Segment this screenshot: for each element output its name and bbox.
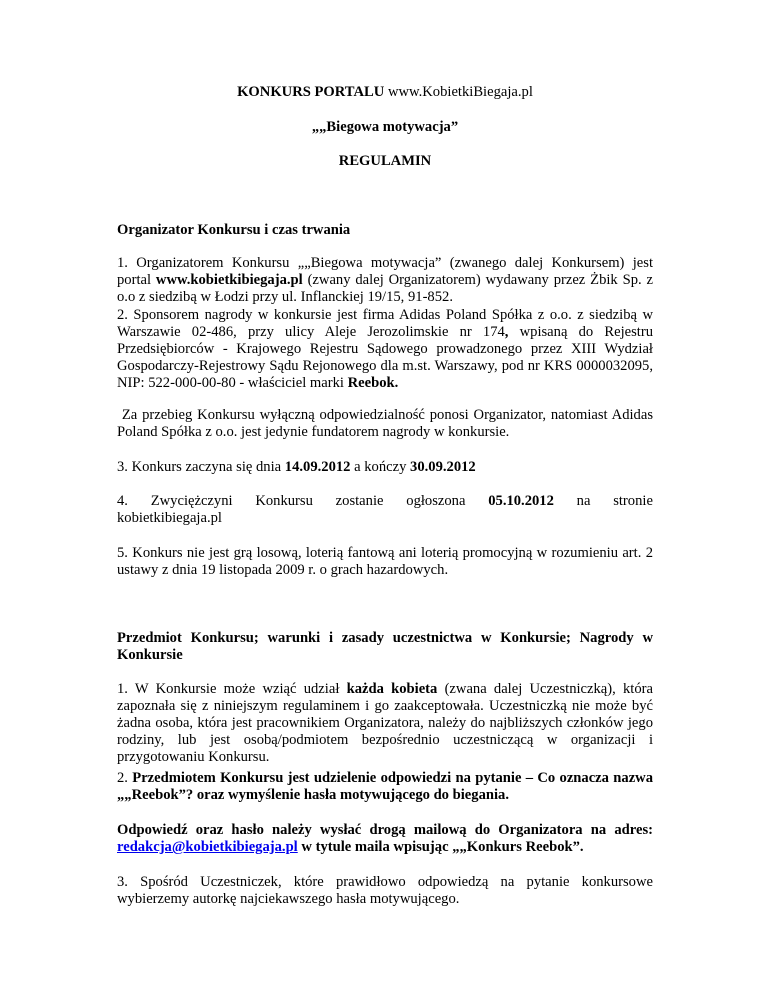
- contest-name: „„Biegowa motywacja”: [311, 119, 459, 135]
- section2-paragraph-2: 2. Przedmiotem Konkursu jest udzielenie odpowiedzi na pytanie – Co oznacza nazwa „„Reebok”? oraz wymyślenie hasła motywującego do biegania.: [117, 770, 654, 803]
- eligibility-bold: każda kobieta: [346, 681, 438, 697]
- answer-instructions: Odpowiedź oraz hasło należy wysłać drogą mailową do Organizatora na adres: redakcja@kobietkibiegaja.pl w tytule maila wpisując „„Konkurs Reebok”.: [117, 822, 653, 855]
- section1-paragraph-5: 5. Konkurs nie jest grą losową, loterią fantową ani loterią promocyjną w rozumieniu art. 2 ustawy z dnia 19 listopada 2009 r. o grach hazardowych.: [117, 545, 653, 578]
- regulamin-heading: REGULAMIN: [338, 153, 432, 169]
- end-date: 30.09.2012: [410, 459, 476, 475]
- document-title: [117, 84, 653, 101]
- section2-heading: Przedmiot Konkursu; warunki i zasady uczestnictwa w Konkursie; Nagrody w Konkursie: [117, 630, 653, 663]
- section2-paragraph-3: 3. Spośród Uczestniczek, które prawidłowo odpowiedzą na pytanie konkursowe wybierzemy autorkę najciekawszego hasła motywującego.: [117, 874, 653, 907]
- email-link[interactable]: redakcja@kobietkibiegaja.pl: [117, 839, 298, 855]
- brand-name: Reebok.: [347, 375, 399, 391]
- section1-liability: Za przebieg Konkursu wyłączną odpowiedzialność ponosi Organizator, natomiast Adidas Poland Spółka z o.o. jest jedynie fundatorem nagrody w konkursie.: [117, 407, 657, 440]
- paragraph-4-site: kobietkibiegaja.pl: [117, 510, 222, 526]
- section2-paragraph-1: 1. W Konkursie może wziąć udział każda kobieta (zwana dalej Uczestniczką), która zapoznała się z niniejszym regulaminem i go zaakceptowała. Uczestniczką nie może być żadna osoba, która jest pracownikiem Organizatora, należy do najbliższych członków jego rodziny, lub jest osobą/podmiotem bezpośrednio uczestniczącą w organizacji i przygotowaniu Konkursu.: [117, 681, 653, 765]
- title-bold: KONKURS PORTALU: [237, 84, 385, 100]
- start-date: 14.09.2012: [284, 459, 351, 475]
- title-url: www.KobietkiBiegaja.pl: [387, 84, 533, 100]
- announce-date: 05.10.2012: [488, 493, 554, 509]
- section1-paragraph-4: [117, 493, 653, 527]
- paragraph-4-line: 4. Zwyciężczyni Konkursu zostanie ogłoszona 05.10.2012 na stronie: [117, 493, 653, 509]
- portal-url: www.kobietkibiegaja.pl: [155, 272, 303, 288]
- section1-paragraph-2: 2. Sponsorem nagrody w konkursie jest firma Adidas Poland Spółka z o.o. z siedzibą w Warszawie 02-486, przy ulicy Aleje Jerozolimskie nr 174, wpisaną do Rejestru Przedsiębiorców - Krajowego Rejestru Sądowego prowadzonego przez XIII Wydział Gospodarczy-Rejestrowy Sądu Rejonowego dla m.st. Warszawy, pod nr KRS 0000032095, NIP: 522-000-00-80 - właściciel marki Reebok.: [117, 307, 653, 391]
- section1-paragraph-1: 1. Organizatorem Konkursu „„Biegowa motywacja” (zwanego dalej Konkursem) jest portal www.kobietkibiegaja.pl (zwany dalej Organizatorem) wydawany przez Żbik Sp. z o.o z siedzibą w Łodzi przy ul. Inflanckiej 19/15, 91-852.: [117, 255, 653, 305]
- section1-heading: Organizator Konkursu i czas trwania: [117, 222, 351, 238]
- section1-paragraph-3: 3. Konkurs zaczyna się dnia 14.09.2012 a kończy 30.09.2012: [117, 459, 476, 475]
